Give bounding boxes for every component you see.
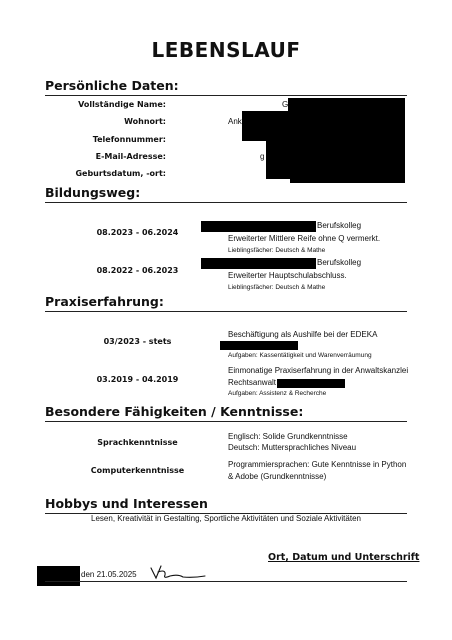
- handwritten-signature: [148, 563, 208, 583]
- education-degree: Erweiterter Mittlere Reife ohne Q vermerkt.: [228, 234, 381, 243]
- redaction-block: [37, 566, 80, 586]
- signature-line: [45, 581, 407, 582]
- education-school: Berufskolleg: [317, 258, 362, 267]
- label-residence: Wohnort:: [124, 117, 166, 126]
- practice-tasks: Aufgaben: Kassentätigkeit und Warenverräumung: [228, 352, 372, 359]
- skill-detail: & Adobe (Grundkenntnisse): [228, 472, 327, 481]
- redaction-block: [290, 176, 405, 183]
- section-heading-practice: Praxiserfahrung:: [45, 294, 407, 312]
- education-period: 08.2022 - 06.2023: [96, 266, 179, 275]
- skill-label: Computerkenntnisse: [90, 466, 185, 475]
- signature-date: den 21.05.2025: [81, 570, 137, 579]
- value-full-name: G: [282, 100, 289, 109]
- label-full-name: Vollständige Name:: [78, 100, 166, 109]
- value-email: g: [260, 152, 265, 161]
- practice-period: 03/2023 - stets: [103, 337, 172, 346]
- skill-detail: Englisch: Solide Grundkenntnisse: [228, 432, 348, 441]
- signature-heading: Ort, Datum und Unterschrift: [268, 552, 420, 563]
- education-period: 08.2023 - 06.2024: [96, 228, 179, 237]
- section-heading-skills: Besondere Fähigkeiten / Kenntnisse:: [45, 404, 407, 422]
- redaction-block: [277, 379, 345, 388]
- practice-tasks: Aufgaben: Assistenz & Recherche: [228, 390, 327, 397]
- label-phone: Telefonnummer:: [92, 135, 166, 144]
- education-degree: Erweiterter Hauptschulabschluss.: [228, 271, 347, 280]
- skill-detail: Programmiersprachen: Gute Kenntnisse in Python: [228, 460, 407, 469]
- skill-label: Sprachkenntnisse: [97, 438, 178, 447]
- label-birth: Geburtsdatum, -ort:: [75, 169, 166, 178]
- page-title: LEBENSLAUF: [151, 38, 301, 62]
- skill-detail: Deutsch: Muttersprachliches Niveau: [228, 443, 357, 452]
- education-school: Berufskolleg: [317, 221, 362, 230]
- redaction-block: [201, 221, 316, 232]
- section-heading-hobbies: Hobbys und Interessen: [45, 496, 407, 514]
- redaction-block: [201, 258, 316, 269]
- practice-period: 03.2019 - 04.2019: [96, 375, 179, 384]
- label-email: E-Mail-Adresse:: [95, 152, 166, 161]
- education-note: Lieblingsfächer: Deutsch & Mathe: [228, 247, 326, 254]
- practice-description-line2: Rechtsanwalt: [228, 378, 277, 387]
- practice-description: Beschäftigung als Aushilfe bei der EDEKA: [228, 330, 378, 339]
- redaction-block: [242, 111, 405, 141]
- section-heading-personal: Persönliche Daten:: [45, 78, 407, 96]
- value-residence: Ank: [228, 117, 242, 126]
- section-heading-education: Bildungsweg:: [45, 185, 407, 203]
- redaction-block: [288, 98, 405, 112]
- hobbies-text: Lesen, Kreativität in Gestalting, Sportliche Aktivitäten und Soziale Aktivitäten: [91, 514, 361, 523]
- redaction-block: [266, 139, 405, 179]
- education-note: Lieblingsfächer: Deutsch & Mathe: [228, 284, 326, 291]
- redaction-block: [220, 341, 298, 350]
- practice-description: Einmonatige Praxiserfahrung in der Anwaltskanzlei: [228, 366, 409, 375]
